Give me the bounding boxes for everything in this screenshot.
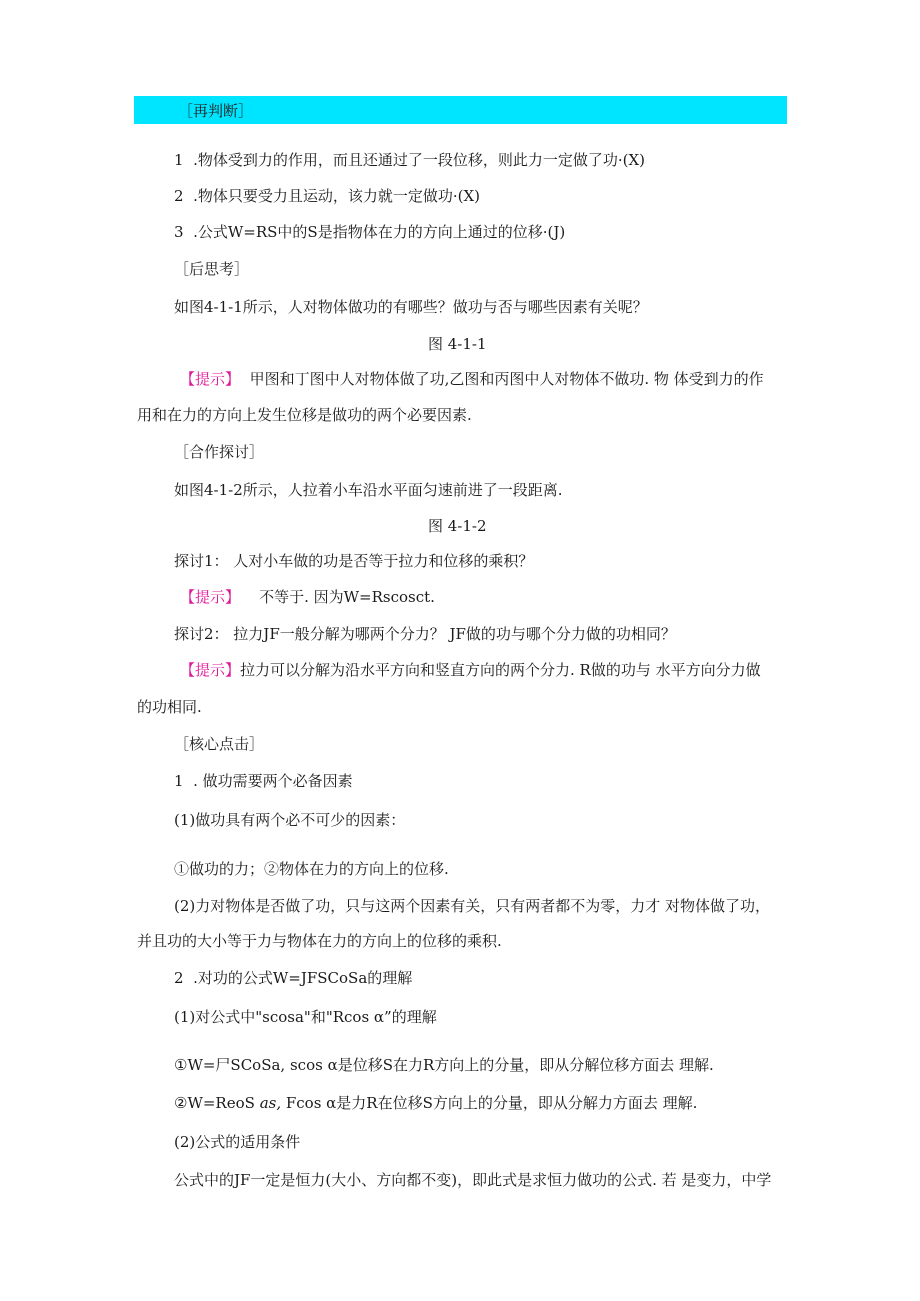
hint-label: 【提示】 — [180, 588, 241, 606]
judge-item-3: 3 .公式W=RS中的S是指物体在力的方向上通过的位移·(J) — [174, 223, 566, 241]
point-1-title: 1 . 做功需要两个必备因素 — [174, 772, 353, 790]
point-2-title: 2 .对功的公式W=JFSCoSa的理解 — [174, 969, 413, 987]
discuss-answer-2-line-2: 的功相同. — [137, 698, 202, 716]
hint-line-1: 【提示】 甲图和丁图中人对物体做了功,乙图和丙图中人对物体不做功. 物 体受到力的作 — [180, 370, 764, 388]
point-2-1: (1)对公式中"scosa"和"Rcos α”的理解 — [174, 1008, 437, 1026]
hint-label: 【提示】 — [180, 370, 241, 388]
point-2-1b: ②W=ReoS as, Fcos α是力R在位移S方向上的分量，即从分解力方面去 理解. — [174, 1094, 698, 1112]
figure-caption-4-1-2: 图 4-1-2 — [428, 517, 487, 535]
judge-item-1: 1 .物体受到力的作用，而且还通过了一段位移，则此力一定做了功·(X) — [174, 151, 646, 169]
point-1-2-line-1: (2)力对物体是否做了功，只与这两个因素有关，只有两者都不为零，力才 对物体做了功， — [174, 897, 771, 915]
figure-caption-4-1-1: 图 4-1-1 — [428, 335, 487, 353]
section-banner-rejudge — [134, 96, 787, 124]
discuss-answer-2-line-1: 【提示】拉力可以分解为沿水平方向和竖直方向的两个分力. R做的功与 水平方向分力做 — [180, 661, 761, 679]
question-fig-4-1-1: 如图4-1-1所示，人对物体做功的有哪些？做功与否与哪些因素有关呢？ — [174, 298, 648, 316]
hint-line-2: 用和在力的方向上发生位移是做功的两个必要因素. — [137, 406, 472, 424]
point-2-1a: ①W=尸SCoSa, scos α是位移S在力R方向上的分量，即从分解位移方面去 理解. — [174, 1056, 714, 1074]
hint-label: 【提示】 — [180, 661, 241, 679]
discuss-question-1: 探讨1： 人对小车做的功是否等于拉力和位移的乘积？ — [174, 552, 534, 570]
discuss-answer-1: 【提示】 不等于. 因为W=Rscosct. — [180, 588, 435, 606]
point-2-2a: 公式中的JF一定是恒力(大小、方向都不变)，即此式是求恒力做功的公式. 若 是变力，中学 — [174, 1171, 772, 1189]
judge-item-2: 2 .物体只要受力且运动，该力就一定做功·(X) — [174, 187, 481, 205]
point-1-2-line-2: 并且功的大小等于力与物体在力的方向上的位移的乘积. — [137, 932, 502, 950]
point-2-2: (2)公式的适用条件 — [174, 1133, 301, 1151]
discuss-question-2: 探讨2： 拉力JF一般分解为哪两个分力？ JF做的功与哪个分力做的功相同？ — [174, 625, 676, 643]
point-1-1a: ①做功的力；②物体在力的方向上的位移. — [174, 860, 449, 878]
heading-reflect: ［后思考］ — [174, 260, 250, 278]
intro-fig-4-1-2: 如图4-1-2所示，人拉着小车沿水平面匀速前进了一段距离. — [174, 481, 563, 499]
banner-heading: ［再判断］ — [178, 102, 254, 120]
heading-core-points: ［核心点击］ — [174, 735, 265, 753]
point-1-1: (1)做功具有两个必不可少的因素： — [174, 811, 406, 829]
heading-discuss: ［合作探讨］ — [174, 443, 265, 461]
